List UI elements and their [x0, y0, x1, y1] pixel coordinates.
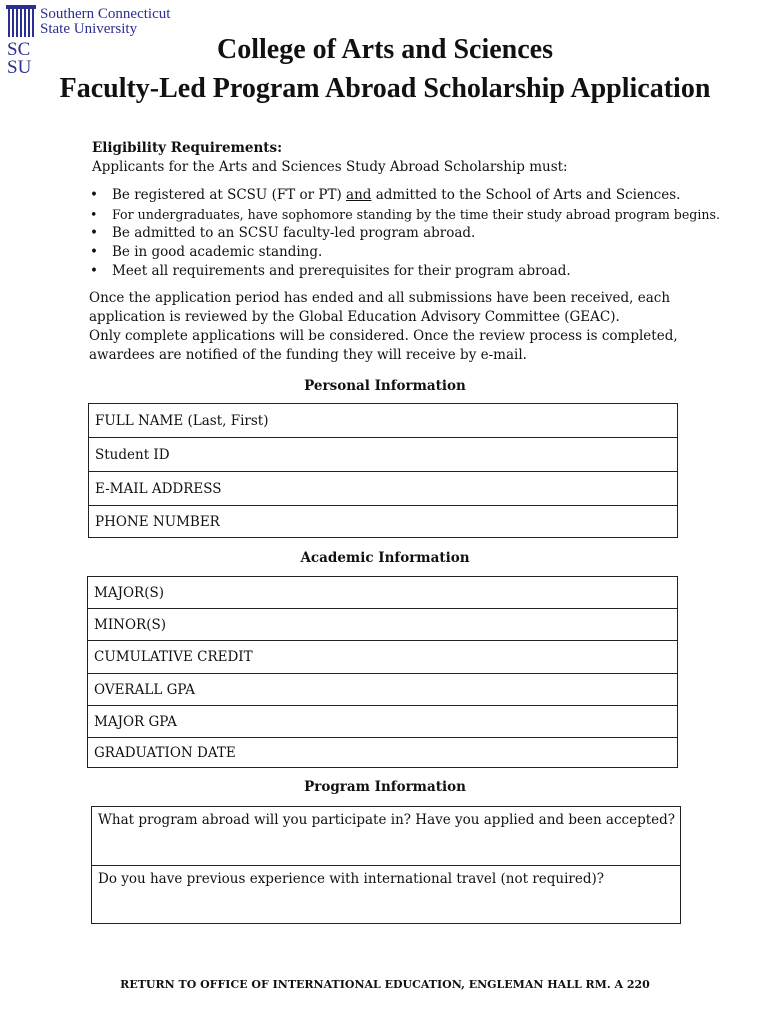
eligibility-heading [92, 140, 282, 156]
requirement-text: Be admitted to an SCSU faculty-led program abroad. [112, 225, 476, 241]
field-cumulative-credit[interactable]: CUMULATIVE CREDIT [88, 641, 678, 674]
review-notes [89, 289, 709, 365]
requirement-text: For undergraduates, have sophomore standing by the time their study abroad program begins. [112, 207, 720, 222]
logo-name-line2: State University [40, 21, 138, 37]
list-item [92, 205, 720, 224]
requirement-text: Meet all requirements and prerequisites for their program abroad. [112, 263, 571, 279]
program-info-table [91, 806, 681, 924]
academic-info-table [87, 576, 678, 768]
field-travel-experience[interactable]: Do you have previous experience with international travel (not required)? [92, 866, 681, 924]
logo-name-line1: Southern Connecticut [40, 6, 171, 22]
field-full-name[interactable]: FULL NAME (Last, First) [89, 404, 678, 438]
logo-mark-line2: SU [7, 57, 32, 75]
field-major-gpa[interactable]: MAJOR GPA [88, 706, 678, 738]
field-graduation-date[interactable]: GRADUATION DATE [88, 738, 678, 768]
eligibility-heading-text: Eligibility Requirements: [92, 140, 283, 156]
field-minors[interactable]: MINOR(S) [88, 609, 678, 641]
return-instructions-footer: RETURN TO OFFICE OF INTERNATIONAL EDUCATION, ENGLEMAN HALL RM. A 220 [120, 978, 650, 991]
requirements-list [92, 186, 720, 281]
field-majors[interactable]: MAJOR(S) [88, 577, 678, 609]
page-title-application: Faculty-Led Program Abroad Scholarship Application [59, 73, 711, 104]
list-item [92, 224, 720, 243]
requirement-text: Be in good academic standing. [112, 244, 323, 260]
page-title-college: College of Arts and Sciences [217, 34, 553, 65]
field-email[interactable]: E-MAIL ADDRESS [89, 472, 678, 506]
eligibility-intro: Applicants for the Arts and Sciences Study Abroad Scholarship must: [92, 159, 568, 175]
section-heading-personal: Personal Information [304, 378, 466, 394]
field-phone[interactable]: PHONE NUMBER [89, 506, 678, 538]
field-overall-gpa[interactable]: OVERALL GPA [88, 674, 678, 706]
logo-mark-line1: SC [7, 39, 31, 60]
personal-info-table [88, 403, 678, 538]
list-item [92, 262, 720, 281]
section-heading-program: Program Information [304, 779, 466, 795]
review-note-2: Only complete applications will be considered. Once the review process is completed, awardees are notified of the funding they will receive by e-mail. [89, 328, 678, 363]
requirement-underlined-text: and [346, 187, 372, 203]
list-item [92, 186, 720, 205]
review-note-1: Once the application period has ended and all submissions have been received, each application is reviewed by the Global Education Advisory Committee (GEAC). [89, 290, 671, 325]
list-item [92, 243, 720, 262]
section-heading-academic: Academic Information [300, 550, 470, 566]
logo-university-name [40, 7, 170, 37]
requirement-text-after: admitted to the School of Arts and Sciences. [371, 187, 681, 203]
requirement-text: Be registered at SCSU (FT or PT) [112, 187, 347, 203]
field-student-id[interactable]: Student ID [89, 438, 678, 472]
field-program-abroad[interactable]: What program abroad will you participate in? Have you applied and been accepted? [92, 807, 681, 866]
